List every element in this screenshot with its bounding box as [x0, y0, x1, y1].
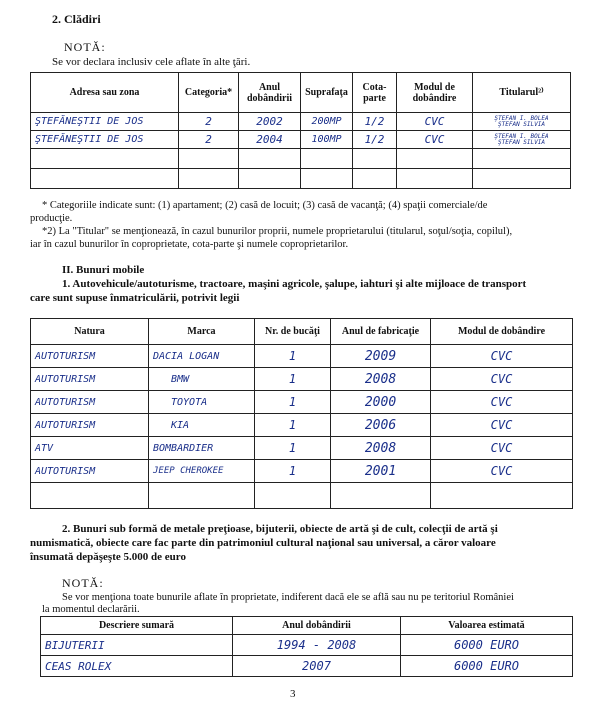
header-categoria: Categoria* — [179, 73, 239, 113]
cladiri-table — [30, 72, 571, 189]
titular-line-1: ŞTEFAN I. BOLEA — [494, 114, 549, 122]
cell-descriere: BIJUTERII — [41, 635, 233, 656]
table-row — [31, 414, 573, 437]
cell-nr: 1 — [255, 391, 331, 414]
cell-modul: CVC — [431, 345, 573, 368]
cell-marca: TOYOTA — [149, 391, 255, 414]
cell-descriere: CEAS ROLEX — [41, 656, 233, 677]
table-row — [31, 460, 573, 483]
section-title-cladiri: 2. Clădiri — [52, 12, 101, 26]
cell-modul: CVC — [431, 460, 573, 483]
cell-natura: AUTOTURISM — [31, 345, 149, 368]
table-header-row — [31, 73, 571, 113]
cell-modul: CVC — [431, 437, 573, 460]
table-row — [31, 113, 571, 131]
cell-anul: 2002 — [239, 113, 301, 131]
nota-text-2: Se vor menţiona toate bunurile aflate în proprietate, indiferent dacă ele se află sau nu pe teritoriul României — [62, 592, 514, 603]
footnote-categorii-cont: producţie. — [30, 213, 73, 224]
cell-suprafata: 200MP — [301, 113, 353, 131]
cell-nr: 1 — [255, 437, 331, 460]
subsection-autovehicule: 1. Autovehicule/autoturisme, tractoare, maşini agricole, şalupe, iahturi şi alte mijloace de transport — [62, 278, 527, 290]
cell-modul: CVC — [397, 131, 473, 149]
header-descriere: Descriere sumară — [41, 617, 233, 635]
cell-valoarea: 6000 EURO — [401, 635, 573, 656]
cell-marca: KIA — [149, 414, 255, 437]
cell-titular — [473, 113, 571, 131]
cell-cota: 1/2 — [353, 131, 397, 149]
table-row — [31, 437, 573, 460]
table-row — [41, 635, 573, 656]
cell-nr: 1 — [255, 345, 331, 368]
subsection-bunuri-pretioase: 2. Bunuri sub formă de metale preţioase, bijuterii, obiecte de artă şi de cult, colecţii de artă şi — [62, 523, 498, 535]
nota-label: NOTĂ: — [64, 40, 106, 54]
cell-adresa: ŞTEFĂNEŞTII DE JOS — [31, 131, 179, 149]
table-row — [31, 483, 573, 509]
cell-suprafata: 100MP — [301, 131, 353, 149]
cell-anul: 2000 — [331, 391, 431, 414]
header-adresa: Adresa sau zona — [31, 73, 179, 113]
header-cota: Cota-parte — [353, 73, 397, 113]
bunuri-pretioase-table — [40, 616, 573, 677]
table-row — [31, 131, 571, 149]
table-row — [31, 345, 573, 368]
cell-categoria: 2 — [179, 131, 239, 149]
cell-anul: 2008 — [331, 368, 431, 391]
header-modul-dobandire: Modul de dobândire — [431, 319, 573, 345]
nota-text: Se vor declara inclusiv cele aflate în alte ţări. — [52, 56, 251, 68]
nota-label-2: NOTĂ: — [62, 576, 104, 590]
header-natura: Natura — [31, 319, 149, 345]
autovehicule-table — [30, 318, 573, 509]
cell-modul: CVC — [431, 368, 573, 391]
cell-modul: CVC — [397, 113, 473, 131]
header-nr-bucati: Nr. de bucăţi — [255, 319, 331, 345]
header-anul: Anul dobândirii — [239, 73, 301, 113]
titular-line-2: ŞTEFAN SILVIA — [498, 138, 545, 146]
cell-anul: 2007 — [233, 656, 401, 677]
header-marca: Marca — [149, 319, 255, 345]
titular-line-2: ŞTEFAN SILVIA — [498, 120, 545, 128]
header-suprafata: Suprafaţa — [301, 73, 353, 113]
cell-marca: DACIA LOGAN — [149, 345, 255, 368]
header-anul-fabricatie: Anul de fabricaţie — [331, 319, 431, 345]
table-row — [31, 391, 573, 414]
cell-adresa: ŞTEFĂNEŞTII DE JOS — [31, 113, 179, 131]
page-number: 3 — [290, 688, 296, 700]
header-valoarea: Valoarea estimată — [401, 617, 573, 635]
cell-anul: 2006 — [331, 414, 431, 437]
cell-anul: 2009 — [331, 345, 431, 368]
cell-nr: 1 — [255, 414, 331, 437]
cell-anul: 2001 — [331, 460, 431, 483]
footnote-titular-cont: iar în cazul bunurilor în coproprietate, cota-parte şi numele coproprietarilor. — [30, 239, 349, 250]
cell-categoria: 2 — [179, 113, 239, 131]
cell-anul: 1994 - 2008 — [233, 635, 401, 656]
cell-nr: 1 — [255, 368, 331, 391]
table-row — [31, 368, 573, 391]
cell-nr: 1 — [255, 460, 331, 483]
cell-marca: BMW — [149, 368, 255, 391]
cell-modul: CVC — [431, 414, 573, 437]
cell-natura: AUTOTURISM — [31, 391, 149, 414]
cell-valoarea: 6000 EURO — [401, 656, 573, 677]
table-header-row — [31, 319, 573, 345]
cell-anul: 2008 — [331, 437, 431, 460]
cell-marca: BOMBARDIER — [149, 437, 255, 460]
footnote-titular: *2) La "Titular" se menţionează, în cazul bunurilor proprii, numele proprietarului (titularul, soţul/soţia, copilul), — [42, 226, 513, 237]
cell-anul: 2004 — [239, 131, 301, 149]
header-titularul: Titularul²⁾ — [473, 73, 571, 113]
nota-text-2-cont: la momentul declarării. — [42, 604, 140, 615]
subsection-autovehicule-cont: care sunt supuse înmatriculării, potrivit legii — [30, 292, 240, 304]
footnote-categorii: * Categoriile indicate sunt: (1) apartament; (2) casă de locuit; (3) casă de vacanţă; (4) spaţii comerciale/de — [42, 200, 488, 211]
cell-titular — [473, 131, 571, 149]
cell-cota: 1/2 — [353, 113, 397, 131]
cell-natura: ATV — [31, 437, 149, 460]
titular-line-1: ŞTEFAN I. BOLEA — [494, 132, 549, 140]
table-header-row — [41, 617, 573, 635]
cell-marca: JEEP CHEROKEE — [149, 460, 255, 483]
cell-natura: AUTOTURISM — [31, 414, 149, 437]
cell-natura: AUTOTURISM — [31, 460, 149, 483]
header-modul: Modul de dobândire — [397, 73, 473, 113]
subsection-bunuri-pretioase-cont2: însumată depăşeşte 5.000 de euro — [30, 551, 186, 563]
table-row — [31, 169, 571, 189]
table-row — [31, 149, 571, 169]
table-row — [41, 656, 573, 677]
cell-natura: AUTOTURISM — [31, 368, 149, 391]
header-anul-dobandirii: Anul dobândirii — [233, 617, 401, 635]
subsection-bunuri-pretioase-cont: numismatică, obiecte care fac parte din patrimoniul cultural naţional sau universal, a căror valoare — [30, 537, 496, 549]
section-title-bunuri-mobile: II. Bunuri mobile — [62, 264, 145, 276]
cell-modul: CVC — [431, 391, 573, 414]
